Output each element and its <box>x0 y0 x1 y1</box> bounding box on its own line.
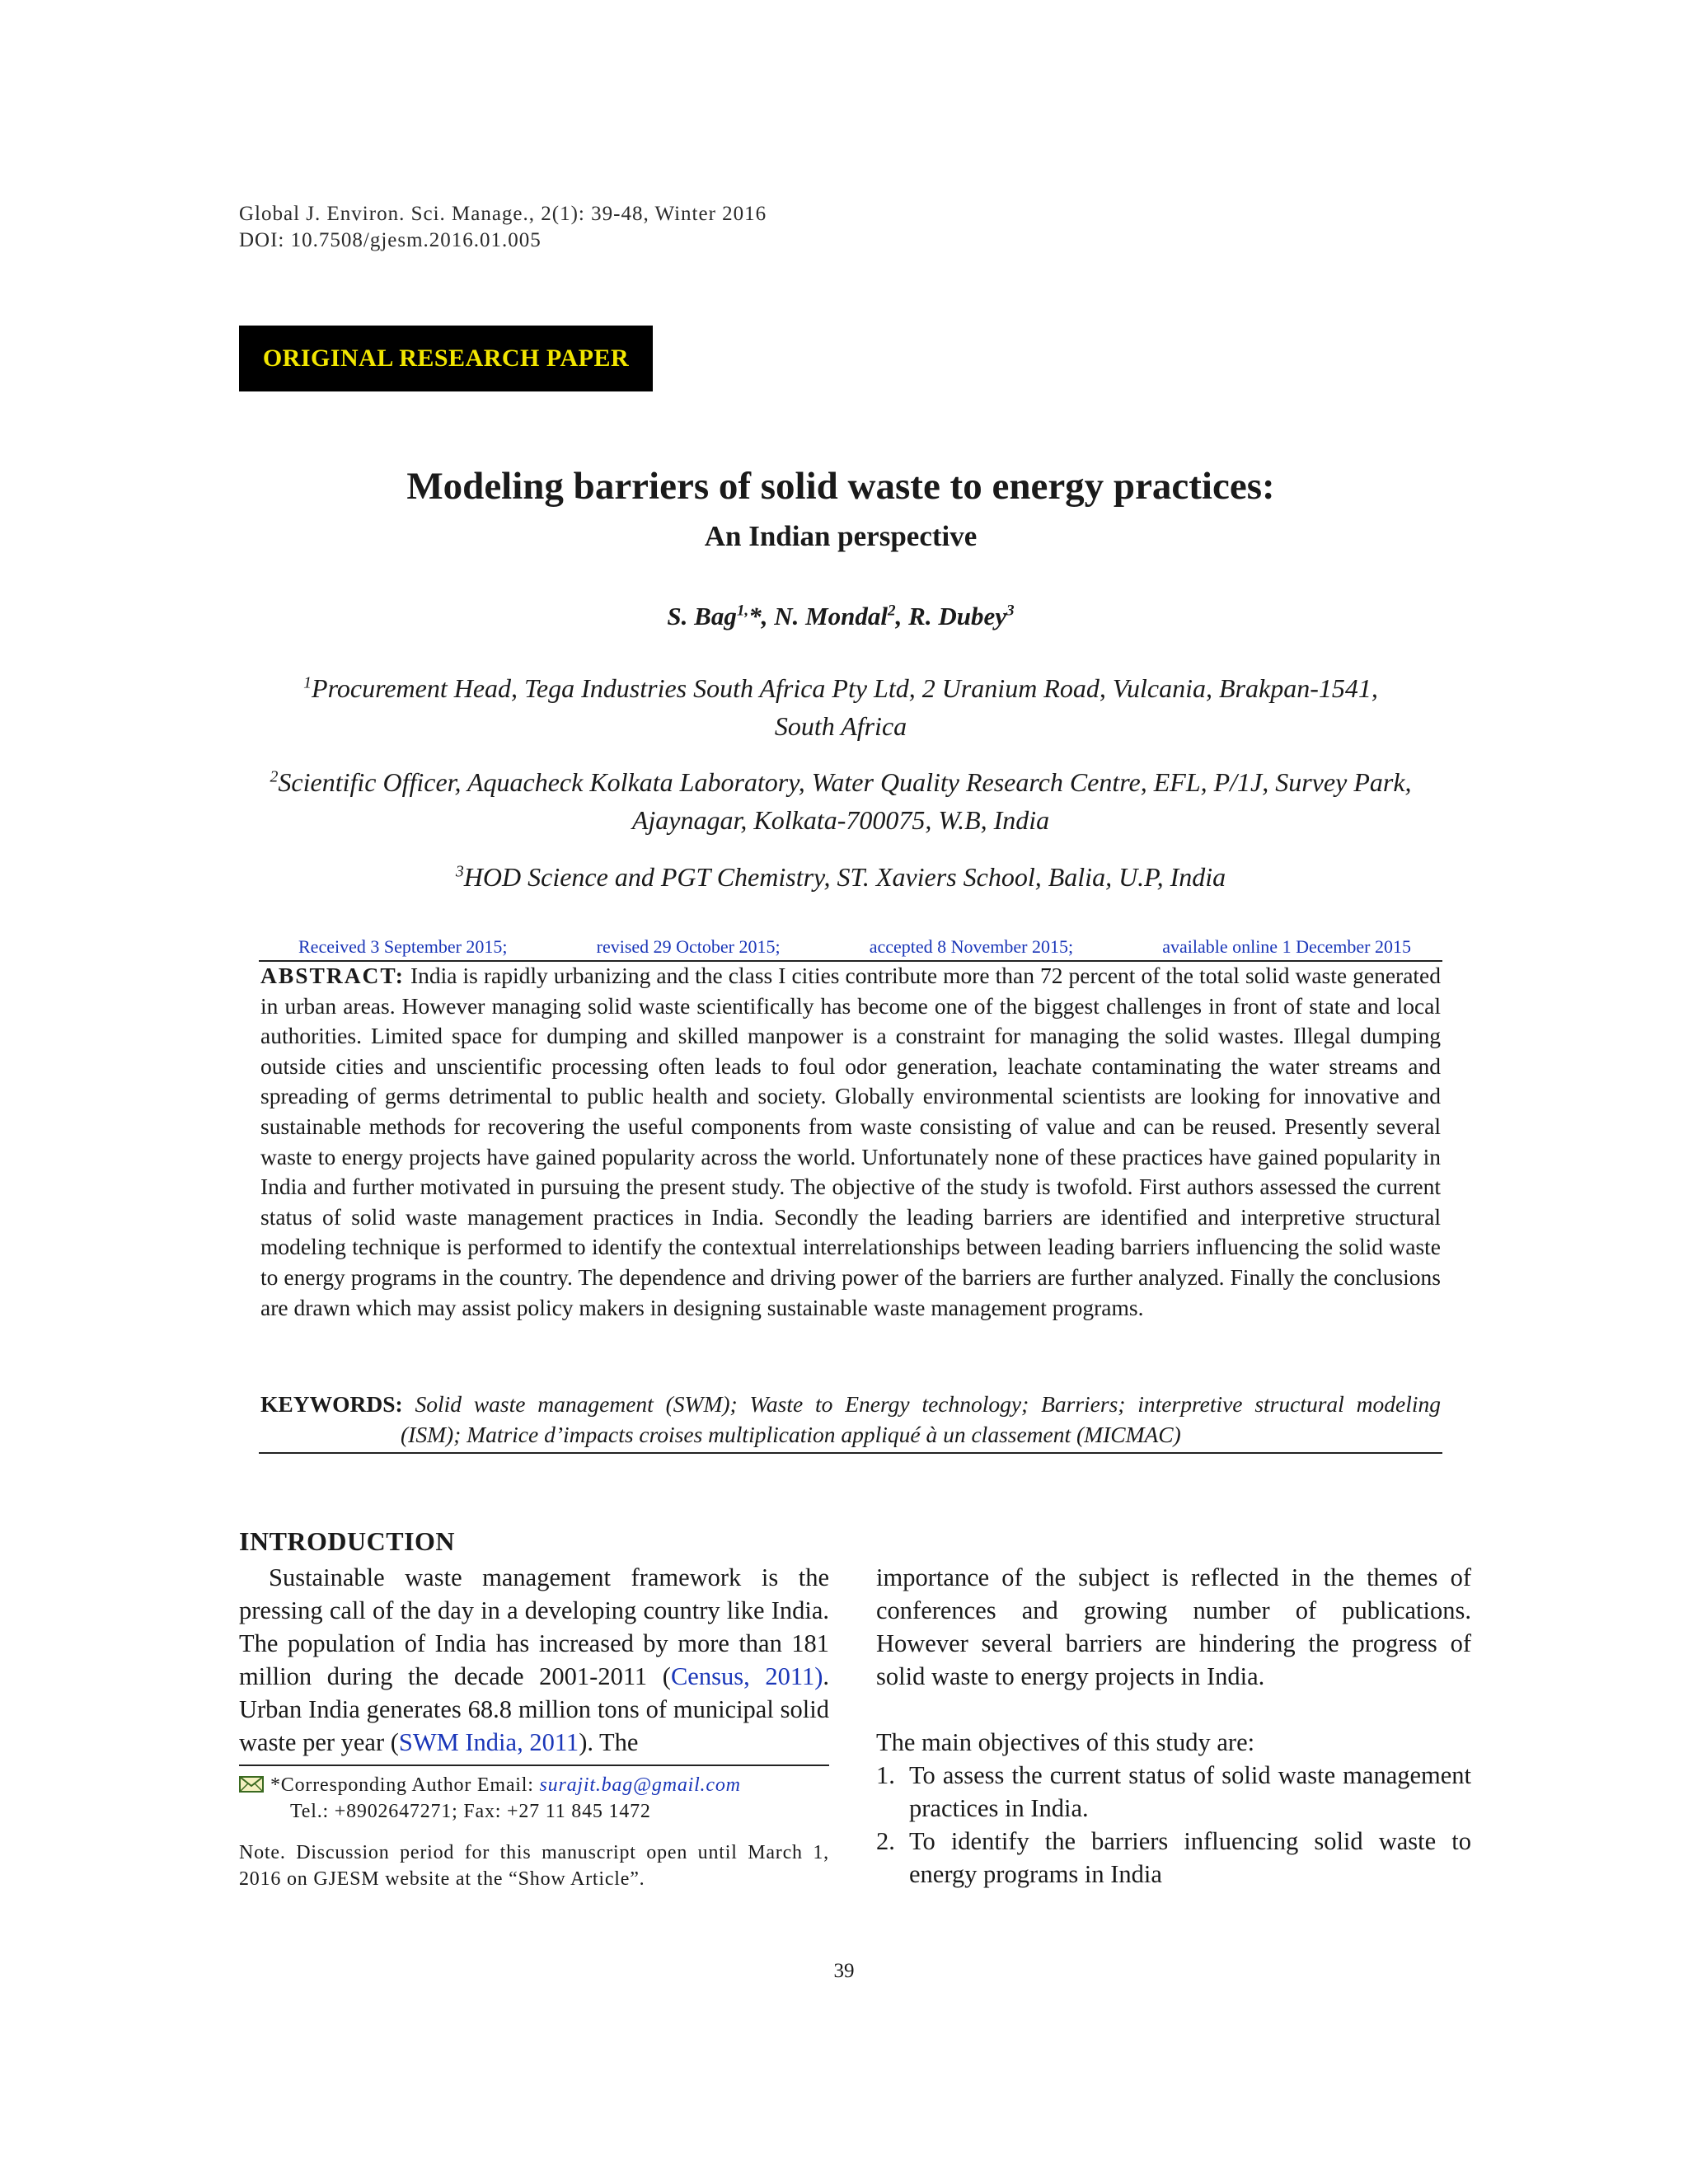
affiliation-sup: 1 <box>303 673 312 692</box>
revised-date: revised 29 October 2015; <box>596 936 781 957</box>
author-affil-sup: 2 <box>888 602 896 620</box>
section-heading-introduction: INTRODUCTION <box>239 1526 456 1556</box>
affiliation-text: Procurement Head, Tega Industries South Africa Pty Ltd, 2 Uranium Road, Vulcania, Brakpan-1541, <box>312 673 1378 703</box>
keywords-heading: KEYWORDS: <box>260 1391 403 1417</box>
accepted-date: accepted 8 November 2015; <box>869 936 1074 957</box>
intro-right-column <box>876 1561 1471 1891</box>
author-name: N. Mondal <box>774 602 889 630</box>
article-type-badge: ORIGINAL RESEARCH PAPER <box>239 326 653 391</box>
affiliation-2 <box>239 763 1442 839</box>
list-item-number: 2. <box>876 1827 895 1855</box>
author-affil-sup: 3 <box>1006 602 1015 620</box>
affiliation-1 <box>239 669 1442 745</box>
discussion-note: Note. Discussion period for this manuscript open until March 1, 2016 on GJESM website at the “Show Article”. <box>239 1842 829 1890</box>
objectives-intro: The main objectives of this study are: <box>876 1728 1255 1756</box>
author-email-link[interactable]: surajit.bag@gmail.com <box>539 1774 741 1796</box>
list-item <box>876 1759 1471 1825</box>
abstract <box>260 961 1441 1323</box>
doi: DOI: 10.7508/gjesm.2016.01.005 <box>239 229 542 251</box>
list-item-text: To identify the barriers influencing solid waste to energy programs in India <box>909 1827 1471 1888</box>
online-date: available online 1 December 2015 <box>1162 936 1411 957</box>
list-item <box>876 1825 1471 1891</box>
list-item-text: To assess the current status of solid waste management practices in India. <box>909 1761 1471 1822</box>
paragraph-text: . Urban India generates 68.8 million tons of municipal solid waste per year ( <box>239 1662 829 1756</box>
affiliation-sup: 3 <box>455 862 464 881</box>
footnote-label: *Corresponding Author Email: <box>270 1774 534 1796</box>
intro-left-column <box>239 1561 829 1759</box>
keywords-text: (ISM); Matrice d’impacts croises multiplication appliqué à un classement (MICMAC) <box>401 1422 1181 1447</box>
citation-link-swm-india[interactable]: SWM India, 2011 <box>398 1728 579 1756</box>
footnote-rule <box>239 1765 829 1766</box>
corresponding-author-footnote <box>239 1772 829 1825</box>
abstract-text: India is rapidly urbanizing and the class I cities contribute more than 72 percent of the total solid waste generated in urban areas. However managing solid waste scientifically has become one of the biggest challenges in front of state and local authorities. Limited space for dumping and skilled manpower is a constraint for managing the solid wastes. Illegal dumping outside cities and unscientific processing often leads to foul odor generation, leachate contaminating the water streams and spreading of germs detrimental to public health and society. Globally environmental scientists are looking for innovative and sustainable methods for recovering the useful components from waste consisting of value and can be reused. Presently several waste to energy projects have gained popularity across the world. Unfortunately none of these practices have gained popularity in India and further motivated in pursuing the present study. The objective of the study is twofold. First authors assessed the current status of solid waste management practices in India. Secondly the leading barriers are identified and interpretive structural modeling technique is performed to identify the contextual interrelationships between leading barriers influencing the solid waste to energy programs in the country. The dependence and driving power of the barriers are further analyzed. Finally the conclusions are drawn which may assist policy makers in designing sustainable waste management programs. <box>260 963 1442 1320</box>
author-affil-sup: 1, <box>736 602 749 620</box>
journal-header <box>239 201 767 254</box>
paper-title: Modeling barriers of solid waste to energy practices: <box>406 465 1275 508</box>
intro-paragraph: importance of the subject is reflected in the themes of conferences and growing number of publications. However several barriers are hindering the progress of solid waste to energy projects in India. <box>876 1563 1471 1690</box>
envelope-icon <box>239 1776 264 1793</box>
list-item-number: 1. <box>876 1761 895 1789</box>
affiliation-text: South Africa <box>774 711 907 741</box>
affiliation-3 <box>239 858 1442 896</box>
objectives-list <box>876 1759 1471 1891</box>
affiliation-text: HOD Science and PGT Chemistry, ST. Xaviers School, Balia, U.P, India <box>463 862 1226 892</box>
received-date: Received 3 September 2015; <box>298 936 508 957</box>
author-separator: *, <box>748 602 775 630</box>
affiliation-text: Scientific Officer, Aquacheck Kolkata Laboratory, Water Quality Research Centre, EFL, P/1J, Survey Park, <box>278 767 1412 797</box>
author-separator: , <box>895 602 909 630</box>
article-dates <box>298 936 1411 958</box>
abstract-heading: ABSTRACT: <box>260 963 405 988</box>
keywords <box>260 1389 1441 1450</box>
author-name: S. Bag <box>667 602 737 630</box>
affiliation-text: Ajaynagar, Kolkata-700075, W.B, India <box>631 805 1050 835</box>
citation-link-census[interactable]: Census, 2011) <box>670 1662 823 1690</box>
keywords-bottom-rule <box>259 1452 1442 1454</box>
keywords-text: Solid waste management (SWM); Waste to Energy technology; Barriers; interpretive structural modeling <box>415 1391 1441 1417</box>
paper-subtitle: An Indian perspective <box>704 520 978 552</box>
paragraph-text: ). The <box>579 1728 639 1756</box>
journal-citation: Global J. Environ. Sci. Manage., 2(1): 39-48, Winter 2016 <box>239 203 767 225</box>
author-name: R. Dubey <box>908 602 1006 630</box>
affiliation-sup: 2 <box>270 767 279 786</box>
intro-paragraph <box>239 1561 829 1759</box>
paragraph-text: Sustainable waste management framework is the pressing call of the day in a developing country like India. The population of India has increased by more than 181 million during the decade 2001-2011 ( <box>239 1563 829 1690</box>
author-list <box>239 598 1442 635</box>
footnote-tel-fax: Tel.: +8902647271; Fax: +27 11 845 1472 <box>290 1801 651 1822</box>
page-number: 39 <box>833 1960 855 1982</box>
